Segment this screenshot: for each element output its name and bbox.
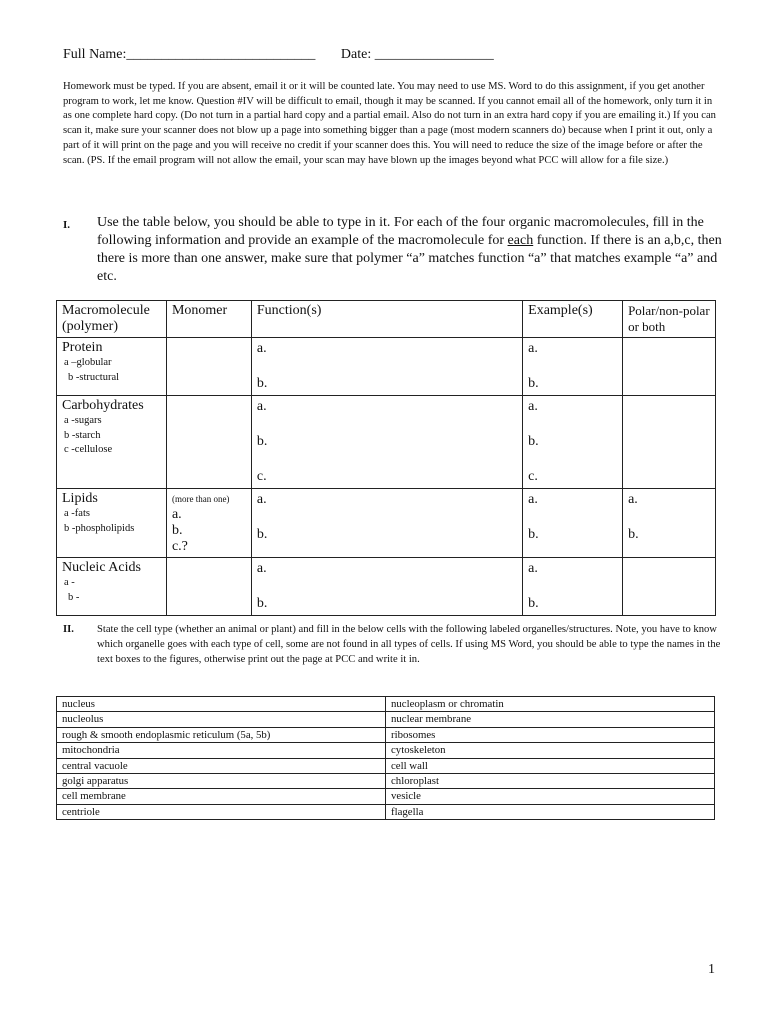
function-input-cell[interactable]: a. b. c. (251, 396, 522, 489)
table-row: nucleolus nuclear membrane (57, 712, 715, 727)
table-row-carbohydrates (57, 396, 716, 489)
example-input-cell[interactable]: a. b. c. (523, 396, 623, 489)
monomer-input-cell[interactable] (166, 338, 251, 396)
question-2-number: II. (63, 624, 74, 635)
macromolecule-table (56, 300, 716, 616)
example-input-cell[interactable]: a. b. (523, 338, 623, 396)
polarity-input-cell[interactable]: a. b. (623, 489, 716, 558)
table-row-protein (57, 338, 716, 396)
table-row: cell membrane vesicle (57, 789, 715, 804)
header-examples: Example(s) (523, 301, 623, 338)
question-1-number: I. (63, 219, 71, 231)
monomer-input-cell[interactable]: (more than one) a. b. c.? (166, 489, 251, 558)
macromolecule-cell: Carbohydrates a -sugars b -starch c -cellulose (57, 396, 167, 489)
table-row: golgi apparatus chloroplast (57, 774, 715, 789)
function-input-cell[interactable]: a. b. (251, 338, 522, 396)
table-header-row (57, 301, 716, 338)
polarity-input-cell[interactable] (623, 558, 716, 616)
header-monomer: Monomer (166, 301, 251, 338)
table-row: centriole flagella (57, 804, 715, 819)
organelle-list-table (56, 696, 715, 820)
header (63, 47, 516, 63)
instructions-paragraph: Homework must be typed. If you are absent, email it or it will be counted late. You may need to use MS. Word to do this assignment, if you get another program to work, let me know. Question #IV will be difficult to email, though it may be scanned. If you cannot email all of the homework, only turn it in as one complete hard copy. (Do not turn in a partial hard copy and a partial email. Also do not turn in an extra hard copy if you are emailing it.) If you can scan it, make sure your scanner does not blow up a page into something bigger than a page (most modern scanners do) because when I print it out, only a part of it will print on the page and you will receive no credit if your scanner does this. You will need to reduce the size of the image before or after the scan. (PS. If the email program will not allow the email, your scan may have blown up the images beyond what PCC will allow for a file size.) (63, 81, 716, 166)
table-row: rough & smooth endoplasmic reticulum (5a, 5b) ribosomes (57, 727, 715, 742)
header-macromolecule: Macromolecule (polymer) (57, 301, 167, 338)
table-row: nucleus nucleoplasm or chromatin (57, 697, 715, 712)
monomer-input-cell[interactable] (166, 558, 251, 616)
question-1-text: Use the table below, you should be able to type in it. For each of the four organic macromolecules, fill in the following information and provide an example of the macromolecule for each function. If there is an a,b,c, then there is more than one answer, make sure that polymer “a” matches function “a” that matches example “a” and etc. (97, 215, 722, 284)
header-polarity: Polar/non-polar or both (623, 301, 716, 338)
polarity-input-cell[interactable] (623, 396, 716, 489)
function-input-cell[interactable]: a. b. (251, 489, 522, 558)
macromolecule-cell: Nucleic Acids a - b - (57, 558, 167, 616)
table-row-nucleic-acids (57, 558, 716, 616)
example-input-cell[interactable]: a. b. (523, 558, 623, 616)
question-2-text: State the cell type (whether an animal or plant) and fill in the below cells with the following labeled organelles/structures. Note, you have to know which organelle goes with each type of cell, some are not found in all types of cells. If using MS Word, you should be able to type the names in the text boxes to the figures, otherwise print out the page at PCC and write it in. (97, 624, 721, 665)
macromolecule-cell: Lipids a -fats b -phospholipids (57, 489, 167, 558)
example-input-cell[interactable]: a. b. (523, 489, 623, 558)
macromolecule-cell: Protein a –globular b -structural (57, 338, 167, 396)
table-row: mitochondria cytoskeleton (57, 743, 715, 758)
function-input-cell[interactable]: a. b. (251, 558, 522, 616)
full-name-field[interactable]: Full Name:___________________________ (63, 47, 316, 62)
table-row: central vacuole cell wall (57, 758, 715, 773)
table-row-lipids (57, 489, 716, 558)
question-1 (63, 214, 723, 286)
page-number: 1 (708, 962, 715, 977)
header-functions: Function(s) (251, 301, 522, 338)
question-2 (63, 622, 723, 667)
date-field[interactable]: Date: _________________ (340, 47, 494, 62)
polarity-input-cell[interactable] (623, 338, 716, 396)
monomer-input-cell[interactable] (166, 396, 251, 489)
